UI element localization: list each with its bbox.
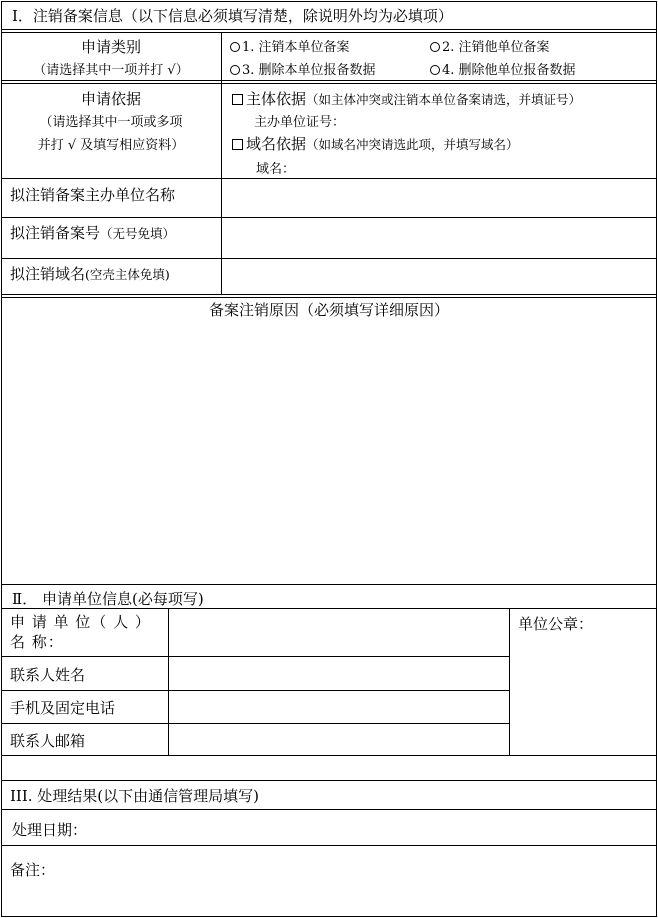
remarks-area[interactable]	[60, 850, 654, 914]
checkbox-icon[interactable]	[232, 94, 243, 105]
sponsor-name-label: 拟注销备案主办单位名称	[10, 186, 176, 204]
filing-no-input[interactable]	[223, 219, 655, 257]
checkbox-icon[interactable]	[232, 139, 243, 150]
phone-label: 手机及固定电话	[10, 699, 116, 717]
divider	[1, 755, 657, 756]
domain-field-label: 域名：	[256, 162, 296, 177]
divider	[1, 608, 657, 609]
subject-basis-checkbox-row[interactable]: 主体依据（如主体冲突或注销本单位备案请选，并填证号）	[232, 88, 581, 109]
application-type-hint: （请选择其中一项并打 √）	[33, 63, 189, 78]
contact-name-input[interactable]	[170, 658, 508, 689]
email-label: 联系人邮箱	[10, 732, 86, 750]
option-4[interactable]: 4. 删除他单位报备数据	[430, 59, 576, 78]
divider	[1, 258, 657, 259]
column-divider	[221, 32, 222, 295]
section1-title: Ⅰ．注销备案信息（以下信息必须填写清楚，除说明外均为必填项）	[12, 7, 453, 25]
radio-icon[interactable]	[230, 65, 240, 75]
filing-no-label: 拟注销备案号（无号免填）	[10, 224, 176, 242]
divider	[1, 723, 509, 724]
divider	[1, 32, 657, 33]
option-1[interactable]: 1. 注销本单位备案	[230, 36, 350, 55]
divider	[1, 780, 657, 781]
section3-title: III. 处理结果(以下由通信管理局填写)	[10, 787, 260, 805]
column-divider	[509, 608, 510, 755]
processing-date-label: 处理日期：	[12, 821, 88, 839]
basis-label: 申请依据	[80, 90, 141, 108]
divider	[1, 83, 657, 84]
applicant-name-input[interactable]	[170, 610, 508, 655]
email-input[interactable]	[170, 725, 508, 754]
option-3[interactable]: 3. 删除本单位报备数据	[230, 59, 376, 78]
divider	[1, 29, 657, 30]
radio-icon[interactable]	[430, 65, 440, 75]
phone-input[interactable]	[170, 692, 508, 722]
domain-basis-checkbox-row[interactable]: 域名依据（如域名冲突请选此项，并填写域名）	[232, 133, 519, 154]
section2-title: Ⅱ． 申请单位信息(必每项写)	[12, 590, 204, 608]
seal-label: 单位公章：	[518, 615, 594, 633]
application-type-label: 申请类别	[80, 38, 141, 56]
remarks-label: 备注：	[10, 861, 56, 879]
radio-icon[interactable]	[230, 42, 240, 52]
option-2[interactable]: 2. 注销他单位备案	[430, 36, 550, 55]
divider	[1, 690, 509, 691]
basis-hint-1: （请选择其中一项或多项	[39, 115, 183, 130]
applicant-name-label: 申 请 单 位（ 人 ）名 称：	[10, 613, 151, 651]
divider	[1, 584, 657, 585]
reason-label: 备案注销原因（必须填写详细原因）	[208, 301, 449, 319]
reason-textarea[interactable]	[3, 322, 655, 582]
subject-cert-label: 主办单位证号：	[254, 115, 346, 130]
basis-hint-2: 并打 √ 及填写相应资料）	[37, 138, 185, 153]
divider	[1, 845, 657, 846]
divider	[1, 217, 657, 218]
sponsor-name-input[interactable]	[223, 180, 655, 216]
seal-area[interactable]	[511, 635, 655, 753]
divider	[1, 656, 509, 657]
domain-name-input[interactable]	[223, 260, 655, 293]
contact-name-label: 联系人姓名	[10, 666, 86, 684]
divider	[1, 80, 657, 81]
divider	[1, 294, 657, 295]
divider	[1, 178, 657, 179]
divider	[1, 809, 657, 810]
radio-icon[interactable]	[430, 42, 440, 52]
divider	[1, 297, 657, 298]
domain-name-label: 拟注销域名(空壳主体免填)	[10, 265, 170, 283]
column-divider	[168, 608, 169, 755]
